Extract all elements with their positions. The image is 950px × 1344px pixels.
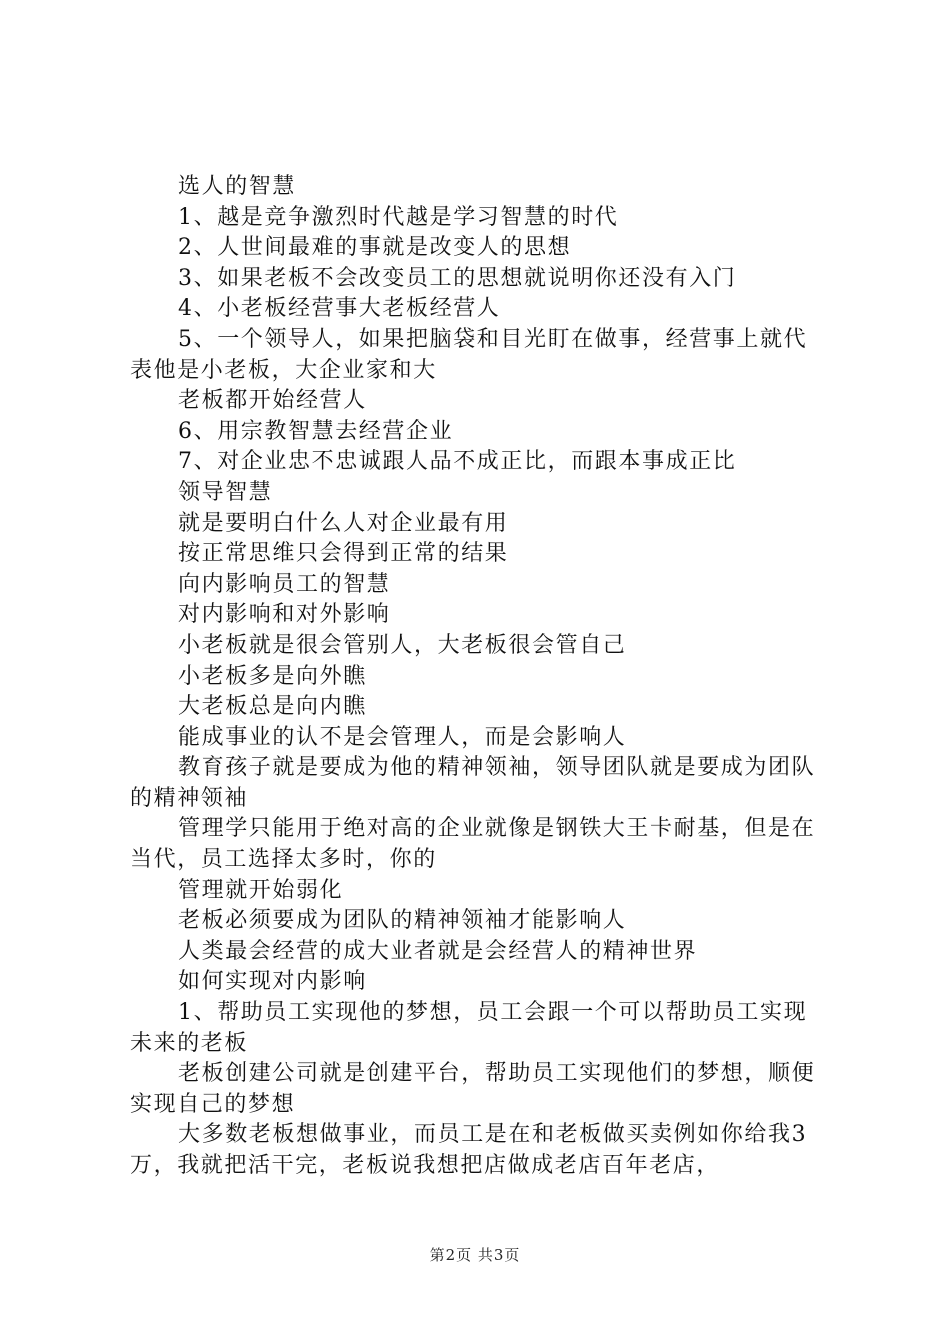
paragraph: 老板创建公司就是创建平台，帮助员工实现他们的梦想，顺便实现自己的梦想 bbox=[130, 1061, 816, 1117]
paragraph: 大老板总是向内瞧 bbox=[178, 694, 367, 720]
paragraph: 5、一个领导人，如果把脑袋和目光盯在做事，经营事上就代表他是小老板，大企业家和大 bbox=[130, 326, 808, 383]
paragraph: 按正常思维只会得到正常的结果 bbox=[178, 541, 509, 567]
paragraph: 老板都开始经营人 bbox=[178, 388, 367, 414]
paragraph: 大多数老板想做事业，而员工是在和老板做买卖例如你给我3万，我就把活干完，老板说我想把店做成老店百年老店， bbox=[130, 1122, 808, 1178]
paragraph: 教育孩子就是要成为他的精神领袖，领导团队就是要成为团队的精神领袖 bbox=[130, 755, 816, 811]
paragraph: 领导智慧 bbox=[178, 479, 273, 505]
paragraph: 管理就开始弱化 bbox=[178, 877, 344, 903]
paragraph: 小老板多是向外瞧 bbox=[178, 663, 367, 689]
paragraph: 就是要明白什么人对企业最有用 bbox=[178, 510, 509, 536]
paragraph: 能成事业的认不是会管理人，而是会影响人 bbox=[178, 724, 627, 750]
paragraph: 选人的智慧 bbox=[178, 174, 297, 199]
paragraph: 7、对企业忠不忠诚跟人品不成正比，而跟本事成正比 bbox=[178, 449, 737, 475]
paragraph: 小老板就是很会管别人，大老板很会管自己 bbox=[178, 632, 627, 658]
paragraph: 管理学只能用于绝对高的企业就像是钢铁大王卡耐基，但是在当代，员工选择太多时，你的 bbox=[130, 816, 816, 873]
page-footer: 第2页 共3页 bbox=[429, 1246, 521, 1264]
document-body bbox=[130, 172, 830, 1182]
paragraph: 对内影响和对外影响 bbox=[178, 602, 391, 628]
paragraph: 老板必须要成为团队的精神领袖才能影响人 bbox=[178, 908, 627, 934]
paragraph: 人类最会经营的成大业者就是会经营人的精神世界 bbox=[178, 938, 698, 964]
paragraph: 1、越是竞争激烈时代越是学习智慧的时代 bbox=[178, 204, 619, 230]
paragraph: 2、人世间最难的事就是改变人的思想 bbox=[178, 235, 572, 261]
paragraph: 4、小老板经营事大老板经营人 bbox=[178, 296, 501, 322]
paragraph: 6、用宗教智慧去经营企业 bbox=[178, 418, 454, 444]
paragraph: 如何实现对内影响 bbox=[178, 969, 367, 995]
paragraph: 1、帮助员工实现他的梦想，员工会跟一个可以帮助员工实现未来的老板 bbox=[130, 1000, 808, 1056]
paragraph: 3、如果老板不会改变员工的思想就说明你还没有入门 bbox=[178, 265, 737, 291]
paragraph: 向内影响员工的智慧 bbox=[178, 571, 391, 597]
